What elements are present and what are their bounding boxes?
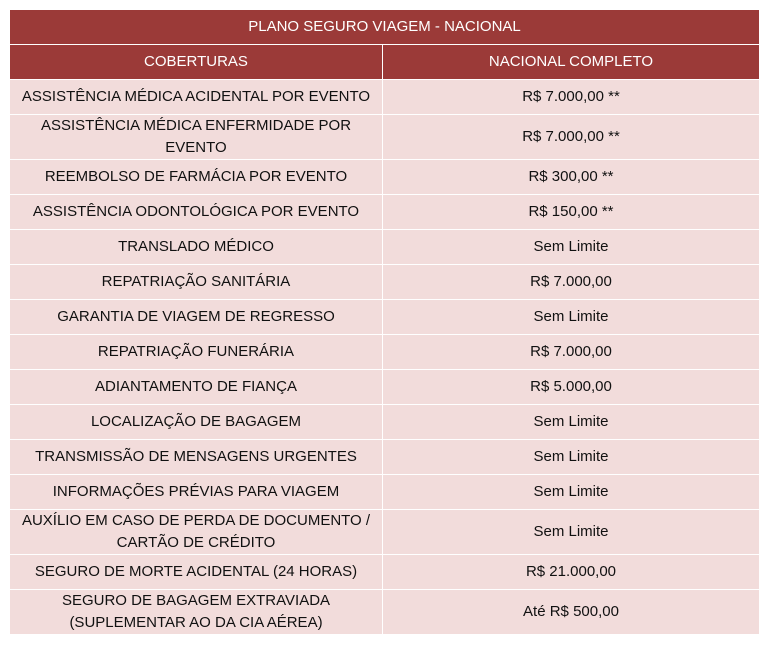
- table-row: [10, 160, 760, 195]
- value-cell: R$ 21.000,00: [383, 555, 760, 590]
- coverage-cell: ASSISTÊNCIA ODONTOLÓGICA POR EVENTO: [10, 195, 383, 230]
- table-row: [10, 80, 760, 115]
- table-row: [10, 510, 760, 555]
- coverage-cell: LOCALIZAÇÃO DE BAGAGEM: [10, 405, 383, 440]
- value-cell: R$ 7.000,00 **: [383, 115, 760, 160]
- table-title: PLANO SEGURO VIAGEM - NACIONAL: [10, 10, 760, 45]
- table-row: [10, 475, 760, 510]
- value-cell: R$ 7.000,00: [383, 265, 760, 300]
- coverage-line-1: SEGURO DE BAGAGEM EXTRAVIADA: [61, 592, 331, 609]
- value-cell: R$ 300,00 **: [383, 160, 760, 195]
- value-cell: R$ 7.000,00: [383, 335, 760, 370]
- coverage-line-2: CARTÃO DE CRÉDITO: [116, 534, 276, 551]
- table-row: [10, 370, 760, 405]
- table-row: [10, 335, 760, 370]
- value-cell: Sem Limite: [383, 230, 760, 265]
- coverage-table-container: [9, 9, 759, 635]
- coverage-cell: GARANTIA DE VIAGEM DE REGRESSO: [10, 300, 383, 335]
- coverage-line-2: (SUPLEMENTAR AO DA CIA AÉREA): [69, 614, 323, 631]
- value-cell: Sem Limite: [383, 405, 760, 440]
- coverage-cell: REPATRIAÇÃO FUNERÁRIA: [10, 335, 383, 370]
- table-header-row: [10, 45, 760, 80]
- table-row: [10, 440, 760, 475]
- table-row: [10, 555, 760, 590]
- value-cell: Sem Limite: [383, 510, 760, 555]
- coverage-cell: TRANSMISSÃO DE MENSAGENS URGENTES: [10, 440, 383, 475]
- table-row: [10, 405, 760, 440]
- table-row: [10, 590, 760, 635]
- table-row: [10, 230, 760, 265]
- table-title-row: [10, 10, 760, 45]
- coverage-cell: ASSISTÊNCIA MÉDICA ACIDENTAL POR EVENTO: [10, 80, 383, 115]
- coverage-cell: [10, 590, 383, 635]
- column-header-plan: NACIONAL COMPLETO: [383, 45, 760, 80]
- coverage-cell: ASSISTÊNCIA MÉDICA ENFERMIDADE POR EVENTO: [10, 115, 383, 160]
- value-cell: Sem Limite: [383, 300, 760, 335]
- value-cell: Sem Limite: [383, 440, 760, 475]
- value-cell: R$ 7.000,00 **: [383, 80, 760, 115]
- coverage-cell: INFORMAÇÕES PRÉVIAS PARA VIAGEM: [10, 475, 383, 510]
- table-row: [10, 115, 760, 160]
- coverage-cell: REPATRIAÇÃO SANITÁRIA: [10, 265, 383, 300]
- value-cell: R$ 150,00 **: [383, 195, 760, 230]
- coverage-cell: REEMBOLSO DE FARMÁCIA POR EVENTO: [10, 160, 383, 195]
- table-row: [10, 195, 760, 230]
- coverage-cell: TRANSLADO MÉDICO: [10, 230, 383, 265]
- coverage-cell: ADIANTAMENTO DE FIANÇA: [10, 370, 383, 405]
- coverage-cell: SEGURO DE MORTE ACIDENTAL (24 HORAS): [10, 555, 383, 590]
- column-header-coverages: COBERTURAS: [10, 45, 383, 80]
- table-row: [10, 300, 760, 335]
- value-cell: R$ 5.000,00: [383, 370, 760, 405]
- coverage-cell: [10, 510, 383, 555]
- value-cell: Sem Limite: [383, 475, 760, 510]
- coverage-line-1: AUXÍLIO EM CASO DE PERDA DE DOCUMENTO /: [21, 512, 371, 529]
- coverage-table: [9, 9, 760, 635]
- value-cell: Até R$ 500,00: [383, 590, 760, 635]
- table-row: [10, 265, 760, 300]
